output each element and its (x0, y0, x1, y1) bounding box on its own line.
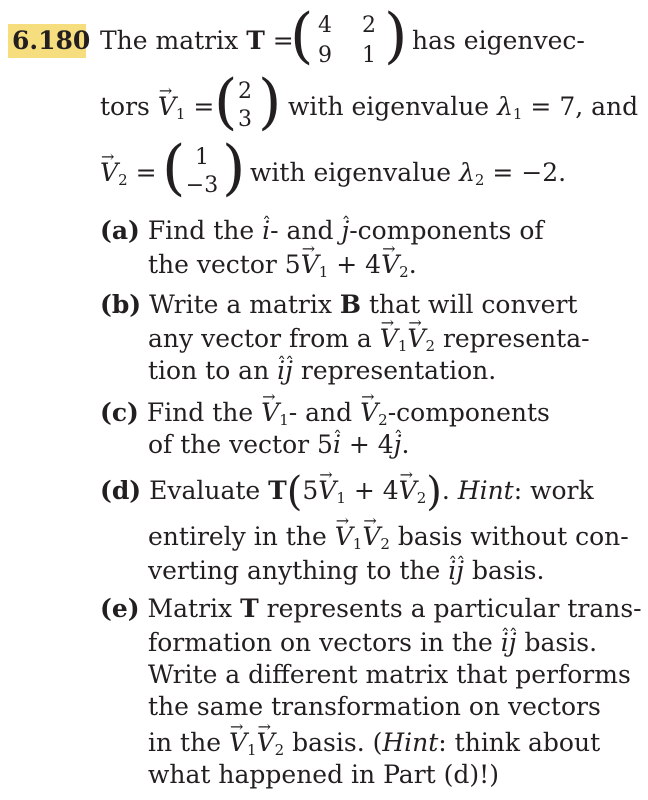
part-a-text: -components of (349, 216, 544, 245)
matrix-t-cell: 4 (318, 13, 332, 38)
part-c-text: + 4 (340, 430, 394, 459)
v2-subscript: 2 (274, 741, 285, 759)
part-a-text: + 4 (328, 250, 382, 279)
part-c-text: -components (387, 398, 550, 427)
part-d-text: entirely in the (148, 522, 327, 551)
part-e-label: (e) (100, 594, 140, 623)
j-hat: ˆ j (509, 628, 517, 658)
part-a-text: the vector 5 (148, 250, 301, 279)
part-a-text: Find the (147, 216, 255, 245)
intro-line (100, 26, 294, 56)
with-eigenvalue-text: with eigenvalue (250, 158, 452, 187)
hint-label: Hint (457, 476, 514, 505)
equals-sign: = (135, 158, 157, 187)
part-e-text: in the (148, 728, 221, 757)
i-hat: ˆ i (501, 628, 509, 658)
part-e-text: represents a particular trans- (266, 594, 642, 623)
tors-text: tors (100, 92, 150, 121)
part-e-text: formation on vectors in the (148, 628, 493, 657)
part-d-text: basis. (471, 556, 545, 585)
part-b-text: representation. (300, 356, 497, 385)
matrix-t-left-paren: ( (290, 1, 314, 71)
j-hat: ˆ j (341, 216, 349, 246)
v2-symbol: → V (360, 398, 378, 428)
v1-symbol: → V (261, 398, 279, 428)
matrix-t-symbol: T (268, 476, 287, 505)
part-c-text: - and (288, 398, 353, 427)
v1-symbol: → V (229, 728, 247, 758)
v2-subscript: 2 (378, 411, 388, 429)
part-d-text: verting anything to the (148, 556, 441, 585)
hint-label: Hint (382, 728, 439, 757)
v2-symbol: → V (381, 250, 399, 280)
lambda2-subscript: 2 (474, 171, 485, 189)
part-a-text: - and (270, 216, 334, 245)
v2-symbol: → V (100, 158, 118, 188)
v1-subscript: 1 (279, 411, 289, 429)
v1-symbol: → V (318, 476, 336, 506)
v1-subscript: 1 (318, 263, 329, 281)
part-d-text: basis without con- (397, 522, 629, 551)
part-b-text: that will convert (369, 290, 578, 319)
part-a-label: (a) (100, 216, 140, 245)
part-d-text: : work (513, 476, 594, 505)
part-d-line1 (100, 469, 594, 515)
part-b-text: tion to an (148, 356, 270, 385)
v2-symbol: → V (407, 324, 425, 354)
part-d-line2 (148, 522, 629, 552)
i-hat: ˆ i (262, 216, 270, 246)
matrix-t-cell: 9 (318, 43, 332, 68)
right-paren: ) (426, 469, 442, 515)
lambda1-subscript: 1 (512, 105, 523, 123)
v1-left-paren: ( (214, 67, 238, 137)
part-b-text: representa- (442, 324, 590, 353)
matrix-t-symbol: T (246, 26, 265, 55)
lambda2-value: = −2. (492, 158, 567, 187)
v2-left-paren: ( (162, 133, 186, 203)
part-b-label: (b) (100, 290, 142, 319)
part-b-line2 (148, 324, 590, 354)
i-hat: ˆ i (277, 356, 285, 386)
j-hat: ˆ j (394, 430, 402, 460)
v2-symbol: → V (257, 728, 275, 758)
v2-right-paren: ) (222, 133, 246, 203)
v1-symbol: → V (335, 522, 353, 552)
v2-entry: −3 (185, 173, 219, 198)
part-d-label: (d) (100, 476, 142, 505)
part-c-text: of the vector 5 (148, 430, 333, 459)
v2-subscript: 2 (399, 263, 409, 281)
eigvec2-line (100, 158, 157, 188)
part-e-line3: Write a different matrix that performs (148, 660, 631, 689)
part-b-line3 (148, 356, 496, 386)
part-c-label: (c) (100, 398, 139, 427)
part-e-text: basis. ( (292, 728, 383, 757)
part-d-text: 5 (302, 476, 319, 505)
with-eigenvalue-text: with eigenvalue (288, 92, 490, 121)
v2-entry: 1 (195, 145, 209, 170)
part-c-text: Find the (146, 398, 254, 427)
v2-subscript: 2 (416, 489, 427, 507)
j-hat: ˆ j (285, 356, 293, 386)
part-b-text: any vector from a (148, 324, 372, 353)
part-b-line1 (100, 290, 577, 320)
v1-subscript: 1 (336, 489, 346, 507)
part-e-line5 (148, 728, 600, 758)
matrix-t-cell: 1 (362, 43, 376, 68)
v2-subscript: 2 (118, 171, 128, 189)
part-d-text: . (441, 476, 450, 505)
eigval2-text (250, 158, 566, 188)
v2-symbol: → V (362, 522, 380, 552)
part-e-line2 (148, 628, 597, 658)
part-a-text: . (408, 250, 417, 279)
part-b-text: Write a matrix (149, 290, 332, 319)
i-hat: ˆ i (333, 430, 341, 460)
part-c-text: . (401, 430, 410, 459)
part-a-line1 (100, 216, 544, 246)
lambda1-symbol: λ (497, 92, 513, 121)
matrix-t-cell: 2 (362, 13, 376, 38)
matrix-t-right-paren: ) (384, 1, 408, 71)
left-paren: ( (286, 469, 303, 515)
has-eigenvec-text: has eigenvec- (412, 26, 585, 55)
equals-sign: = (193, 92, 215, 121)
problem-number: 6.180 (8, 24, 86, 58)
part-e-line4: the same transformation on vectors (148, 692, 601, 721)
i-hat: ˆ i (448, 556, 456, 586)
intro-text: The matrix (100, 26, 239, 55)
part-c-line2 (148, 430, 409, 460)
v1-right-paren: ) (258, 67, 282, 137)
v2-symbol: → V (399, 476, 417, 506)
eigvec1-line (100, 92, 214, 122)
part-e-line6: what happened in Part (d)!) (148, 760, 499, 789)
v1-subscript: 1 (175, 105, 186, 123)
v1-subscript: 1 (397, 337, 408, 355)
part-d-text: Evaluate (149, 476, 261, 505)
eigval1-text (288, 92, 638, 122)
matrix-t-symbol: T (240, 594, 259, 623)
lambda2-symbol: λ (459, 158, 475, 187)
part-a-line2 (148, 250, 417, 280)
j-hat: ˆ j (456, 556, 464, 586)
v1-subscript: 1 (352, 535, 363, 553)
v2-subscript: 2 (380, 535, 390, 553)
v1-subscript: 1 (247, 741, 257, 759)
v1-symbol: → V (301, 250, 319, 280)
part-d-line3 (148, 556, 544, 586)
part-e-line1 (100, 594, 642, 624)
equals-sign: = (272, 26, 294, 55)
part-c-line1 (100, 398, 550, 428)
matrix-b-symbol: B (339, 290, 362, 319)
lambda1-value: = 7, and (530, 92, 639, 121)
part-e-text: Matrix (147, 594, 233, 623)
part-e-text: basis. (524, 628, 598, 657)
v1-symbol: → V (158, 92, 176, 122)
v1-symbol: → V (380, 324, 398, 354)
v2-subscript: 2 (425, 337, 435, 355)
part-e-text: : think about (438, 728, 601, 757)
part-d-text: + 4 (345, 476, 399, 505)
v1-entry: 2 (238, 79, 252, 104)
v1-entry: 3 (238, 107, 252, 132)
